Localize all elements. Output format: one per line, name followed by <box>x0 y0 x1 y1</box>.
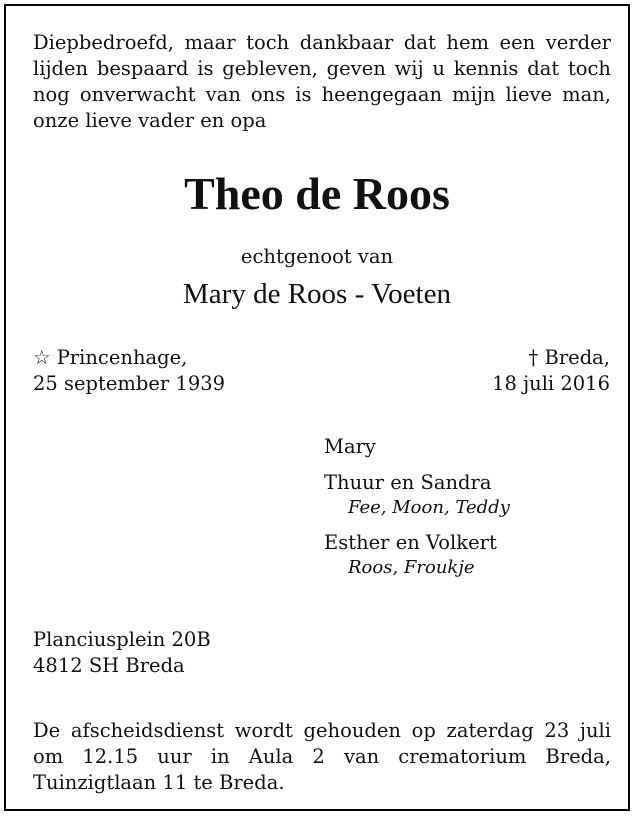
address <box>33 627 211 679</box>
death-place: Breda, <box>544 346 610 369</box>
birth-place-line <box>33 345 225 371</box>
family-member-name: Esther en Volkert <box>324 531 497 554</box>
obituary-card <box>4 4 630 811</box>
family-member <box>324 470 614 520</box>
family-list <box>324 434 614 590</box>
family-member <box>324 530 614 580</box>
deceased-name: Theo de Roos <box>184 168 450 219</box>
family-member-name: Thuur en Sandra <box>324 471 492 494</box>
spouse-name: Mary de Roos - Voeten <box>183 278 451 310</box>
birth-info <box>33 345 225 397</box>
family-member-children: Roos, Froukje <box>348 557 475 578</box>
death-place-line <box>492 345 610 371</box>
address-street: Planciusplein 20B <box>33 628 211 651</box>
address-city: 4812 SH Breda <box>33 654 185 677</box>
death-info <box>492 345 610 397</box>
family-member-children: Fee, Moon, Teddy <box>348 497 510 518</box>
intro-text: Diepbedroefd, maar toch dankbaar dat hem een verder lijden bespaard is gebleven, geven wij u kennis dat toch nog onverwacht van ons is heengegaan mijn lieve man, onze lieve vader en opa <box>33 31 611 132</box>
birth-place: Princenhage, <box>56 346 188 369</box>
service-text: De afscheidsdienst wordt gehouden op zaterdag 23 juli om 12.15 uur in Aula 2 van crematorium Breda, Tuinzigtlaan 11 te Breda. <box>33 719 611 794</box>
spouse-label: echtgenoot van <box>240 245 394 268</box>
cross-icon: † <box>528 346 539 369</box>
family-member <box>324 434 614 460</box>
death-date: 18 juli 2016 <box>492 372 610 395</box>
star-icon: ☆ <box>33 346 51 369</box>
birth-date: 25 september 1939 <box>33 372 226 395</box>
family-member-name: Mary <box>324 435 376 458</box>
